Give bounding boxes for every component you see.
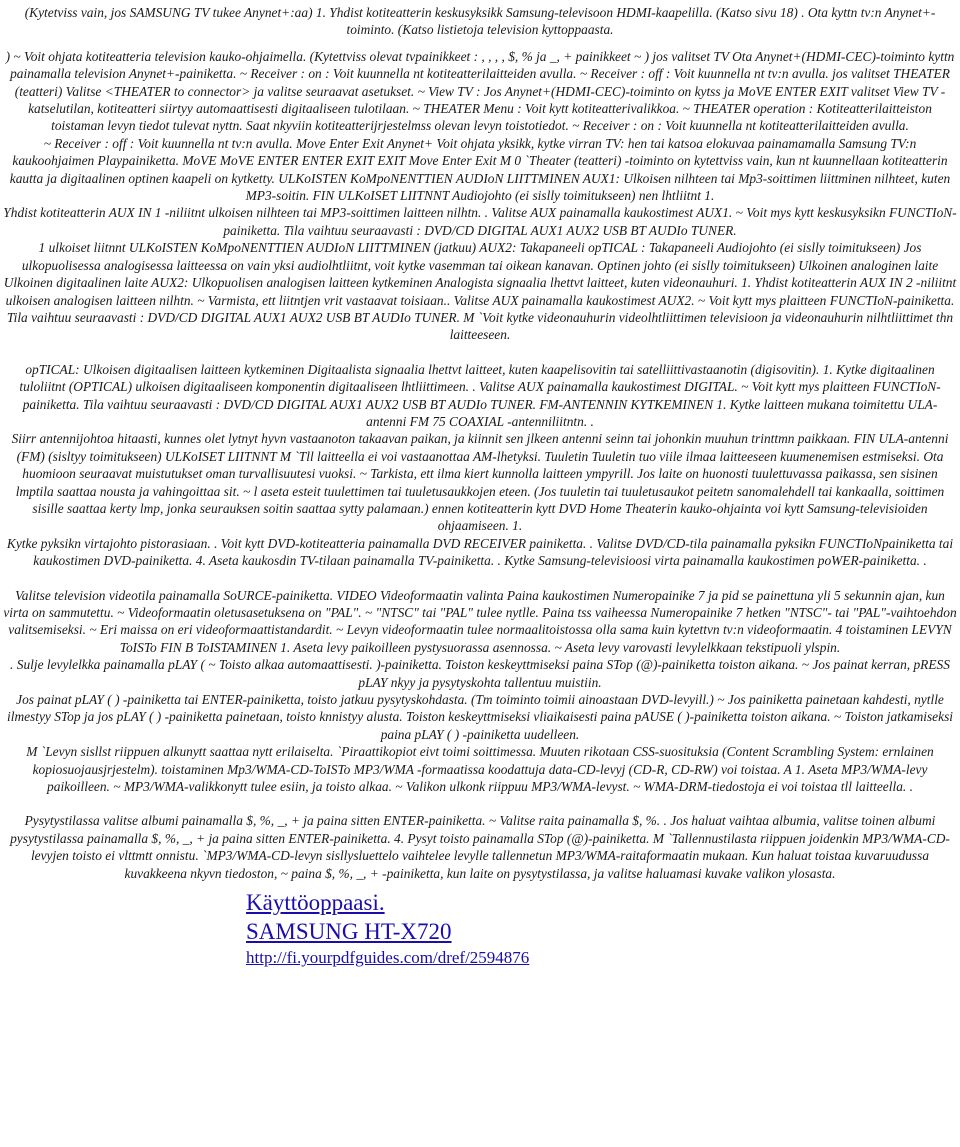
paragraph-album-select: Pysytystilassa valitse albumi painamalla $, %, _, + ja paina sitten ENTER-painiketta. ~ Valitse raita painamalla $, %. . Jos haluat vaihtaa albumia, valitse toinen albumi pysytystilassa painamalla $, %, _, + ja paina sitten ENTER-painiketta. 4. Pysyt toisto painamalla STop (@)-painiketta. M `Tallennustilasta riippuen joidenkin MP3/WMA-CD-levyjen toisto ei vlttmtt onnistu. `MP3/WMA-CD-levyn sisllysluettelo vaihtelee levylle tallennetun MP3/WMA-raitaformaatin mukaan. Kun haluat toistaa kuvaruudussa kuvakkeena nkyvn tiedoston, ~ paina $, %, _, + -painiketta, kun laite on pysytystilassa, ja valitse haluamasi kuvake valikon ylosasta.: [10, 813, 950, 881]
spacer: [3, 795, 957, 812]
spacer: [3, 344, 957, 361]
paragraph-mp3-playback: M `Levyn sisllst riippuen alkunytt saattaa nytt erilaiselta. `Piraattikopiot eivt toimi soittimessa. Muuten rikotaan CSS-suosituksia (Content Scrambling System: ernlainen kopiosuojausjrjestelm). toistaminen Mp3/WMA-CD-ToISTo MP3/WMA -formaatissa koodattuja data-CD-levyj (CD-R, CD-RW) voi toistaa. A 1. Aseta MP3/WMA-levy paikoilleen. ~ MP3/WMA-valikkonytt tulee esiin, ja toisto alkaa. ~ Valikon ulkonk riippuu MP3/WMA-levyst. ~ WMA-DRM-tiedostoja ei voi toistaa tll laitteella. .: [26, 744, 934, 795]
paragraph-aux1: Yhdist kotiteatterin AUX IN 1 -niliitnt ulkoisen nilhteen tai MP3-soittimen laitteen nilhtn. . Valitse AUX painamalla kaukostimest AUX1. ~ Voit mys kytt keskusyksikn FUNCTIoN-painiketta. Tila vaihtuu seuraavasti : DVD/CD DIGITAL AUX1 AUX2 USB BT AUDIo TUNER.: [3, 205, 957, 238]
paragraph-antenna: Siirr antennijohtoa hitaasti, kunnes olet lytnyt hyvn vastaanoton takaavan paikan, ja kiinnit sen jlkeen antenni seinn tai johonkin muuhun trinttmn paikkaan. FIN ULA-antenni (FM) (sisltyy toimitukseen) ULKoISET LIITNNT M `Tll laitteella ei voi vastaanottaa AM-lhetyksi. Tuuletin Tuuletin tuo viile ilmaa laitteeseen kuumenemisen estmiseksi. Ota huomioon seuraavat muistutukset oman turvallisuutesi vuoksi. ~ Tarkista, ett ilma kiert kunnolla laitteen ympyrill. Jos laite on huonosti tuulettuvassa paikassa, sen sisinen lmptila saattaa nousta ja vahingoittaa sit. ~ l aseta esteit tuulettimen tai tuuletusaukkojen eteen. (Jos tuuletin tai tuuletusaukot peitetn sanomalehdell tai kankaalla, soittimen sisille saattaa kerty lmp, jonka seurauksen soitin saattaa sytty palamaan.) ennen kotiteatterin kytt DVD Home Theaterin kauko-ohjainta voi kytt Samsung-televisioiden ohjaamiseen. 1.: [11, 431, 949, 534]
paragraph-video-format: Valitse television videotila painamalla SoURCE-painiketta. VIDEO Videoformaatin valinta Paina kaukostimen Numeropainike 7 ja pid se painettuna yli 5 sekunnin ajan, kun virta on sammutettu. ~ Videoformaatin oletusasetuksena on "PAL". ~ "NTSC" tai "PAL" tulee nytlle. Paina tss vaiheessa Numeropainike 7 hetken "NTSC"- tai "PAL"-vaihtoehdon valitsemiseksi. ~ Eri maissa on eri videoformaattistandardit. ~ Levyn videoformaatin tulee normaalitoistossa olla sama kuin kytettvn tv:n videoformaatin. 4 toistaminen LEVYN ToISTo FIN B ToISTAMINEN 1. Aseta levy paikoilleen pystysuorassa asennossa. ~ Aseta levy varovasti levylelkkaan tekstipuoli ylspin.: [3, 587, 957, 655]
spacer: [3, 39, 957, 48]
paragraph-resume-play: Jos painat pLAY ( ) -painiketta tai ENTER-painiketta, toisto jatkuu pysytyskohdasta. (Tm toiminto toimii ainoastaan DVD-levyill.) ~ Jos painiketta painetaan kahdesti, nytlle ilmestyy STop ja jos pLAY ( ) -painiketta painetaan, toisto knnistyy alusta. Toiston keskeyttmiseksi vliaikaisesti paina pAUSE ( )-painiketta toiston aikana. ~ Toiston jatkamiseksi paina pLAY ( ) -painiketta uudelleen.: [7, 692, 953, 742]
source-url-link[interactable]: http://fi.yourpdfguides.com/dref/2594876: [246, 948, 530, 968]
paragraph-power: Kytke pyksikn virtajohto pistorasiaan. . Voit kytt DVD-kotiteatteria painamalla DVD RECEIVER painiketta. . Valitse DVD/CD-tila painamalla pyksikn FUNCTIoNpainiketta tai kaukostimen DVD-painiketta. 4. Aseta kaukosdin TV-tilaan painamalla TV-painiketta. . Kytke Samsung-televisioosi virta painamalla kaukostimen poWER-painiketta. .: [6, 535, 954, 569]
paragraph-aux2: 1 ulkoiset liitnnt ULKoISTEN KoMpoNENTTIEN AUDIoN LIITTMINEN (jatkuu) AUX2: Takapaneeli opTICAL : Takapaneeli Audiojohto (ei sislly toimitukseen) Jos ulkopuolisessa analogisessa laitteessa on vain yksi audiolhtliitnt, voit kytke vasemman tai oikean kanavan. Optinen johto (ei sislly toimitukseen) Ulkoinen analoginen laite Ulkoinen digitaalinen laite AUX2: Ulkopuolisen analogisen laitteen kytkeminen Analogista signaalia lhettvt laitteet, kuten videonauhuri. 1. Yhdist kotiteatterin AUX IN 2 -niliitnt ulkoisen analogisen laitteen nilhtn. ~ Varmista, ett liitntjen vrit vastaavat toisiaan.. Valitse AUX painamalla kaukostimest AUX2. ~ Voit kytt mys plaitteen FUNCTIoN-painiketta. Tila vaihtuu seuraavasti : DVD/CD DIGITAL AUX1 AUX2 USB BT AUDIo TUNER. M `Voit kytke videonauhurin videolhtliittimen televisioon ja videonauhurin nilhtliittimet thn laitteeseen.: [3, 240, 957, 343]
paragraph-close-tray: . Sulje levylelkka painamalla pLAY ( ~ Toisto alkaa automaattisesti. )-painiketta. Toiston keskeyttmiseksi paina STop (@)-painiketta toiston aikana. ~ Jos painat kerran, pRESS pLAY nkyy ja pysytyskohta tallentuu muistiin.: [10, 657, 950, 690]
model-link[interactable]: SAMSUNG HT-X720: [246, 919, 452, 945]
manual-title-link[interactable]: Käyttöoppaasi.: [246, 890, 385, 916]
paragraph-receiver-off: ~ Receiver : off : Voit kuunnella nt tv:n avulla. Move Enter Exit Anynet+ Voit ohjata yksikk, kytke virran TV: hen tai katsoa elokuvaa painamamalla Samsung TV:n kaukoohjaimen Playpainiketta. MoVE MoVE ENTER ENTER EXIT EXIT Move Enter Exit M 0 `Theater (teatteri) -toiminto on kytettviss vain, kun nt kuunnellaan kotiteatterin kautta ja digitaalinen optinen kaapeli on kytketty. ULKoISTEN KoMpoNENTTIEN AUDIoN LIITTMINEN AUX1: Ulkoisen nilhteen tai Mp3-soittimen liittminen nilhteet, kuten MP3-soitin. FIN ULKoISET LIITNNT Audiojohto (ei sislly toimitukseen) nen lhtliitnt 1.: [9, 135, 951, 204]
paragraph-optical: opTICAL: Ulkoisen digitaalisen laitteen kytkeminen Digitaalista signaalia lhettvt laitteet, kuten kaapelisovitin tai satelliittivastaanotin (digisovitin). 1. Kytke digitaalinen tuloliitnt (OPTICAL) ulkoisen digitaaliseen komponentin digitaaliseen lhtliittimeen. . Valitse AUX painamalla kaukostimest DIGITAL. ~ Voit kytt mys plaitteen FUNCTIoN-painiketta. Tila vaihtuu seuraavasti : DVD/CD DIGITAL AUX1 AUX2 USB BT AUDIo TUNER. FM-ANTENNIN KYTKEMINEN 1. Kytke laitteen mukana toimitettu ULA-antenni FM 75 COAXIAL -antenniliitntn. .: [19, 361, 941, 429]
spacer: [3, 570, 957, 587]
paragraph-anynet-intro: (Kytetviss vain, jos SAMSUNG TV tukee Anynet+:aa) 1. Yhdist kotiteatterin keskusyksikk Samsung-televisoon HDMI-kaapelilla. (Katso sivu 18) . Ota kyttn tv:n Anynet+-toiminto. (Katso listietoja television kyttoppaasta.: [24, 5, 936, 38]
footer-links: [3, 888, 957, 970]
paragraph-anynet-control: ) ~ Voit ohjata kotiteatteria television kauko-ohjaimella. (Kytettviss olevat tvpainikkeet : , , , , $, % ja _, + painikkeet ~ ) jos valitset TV Ota Anynet+(HDMI-CEC)-toiminto kyttn painamalla television Anynet+-painiketta. ~ Receiver : on : Voit kuunnella nt kotiteatterilaitteiden avulla. ~ Receiver : off : Voit kuunnella nt tv:n avulla. jos valitset THEATER (teatteri) Valitse <THEATER to connector> ja valitse seuraavat asetukset. ~ View TV : Jos Anynet+(HDMI-CEC)-toiminto on kytss ja MoVE ENTER EXIT valitset View TV -katselutilan, kotiteatteri siirtyy automaattisesti digitaaliseen tulotilaan. ~ THEATER Menu : Voit kytt kotiteatterivalikkoa. ~ THEATER operation : Kotiteatterilaitteiston toistaman levyn tiedot tulevat nyttn. Saat nkyviin kotiteatterijrjestelmss olevan levyn toistotiedot. ~ Receiver : on : Voit kuunnella nt kotiteatterilaitteiden avulla.: [5, 48, 955, 134]
